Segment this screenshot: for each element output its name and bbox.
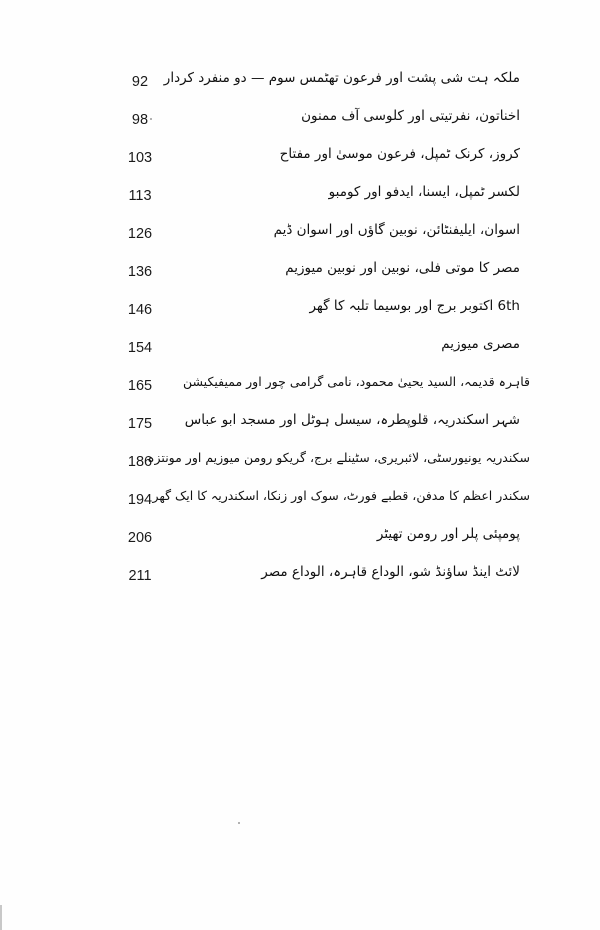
toc-page-number: 146 (127, 302, 153, 318)
toc-page-number: 103 (127, 150, 153, 166)
toc-entry[interactable] (110, 102, 530, 140)
toc-entry[interactable] (110, 444, 530, 482)
toc-page-number: 194 (127, 492, 153, 508)
toc-page-number: 113 (128, 188, 152, 204)
toc-chapter-title: 6th اکتوبر برج اور بوسیما تلبہ کا گھر (309, 298, 520, 314)
toc-entry[interactable] (110, 140, 530, 178)
toc-entry[interactable] (110, 520, 530, 558)
toc-page-number: 165 (127, 378, 153, 394)
toc-entry[interactable] (110, 368, 530, 406)
toc-chapter-title: قاہرہ قدیمہ، السید یحییٰ محمود، نامی گرامی چور اور ممیفیکیشن (183, 374, 530, 389)
toc-page-number: 211 (128, 568, 152, 584)
toc-page-number: 98 (131, 112, 149, 128)
toc-page-number: 175 (127, 416, 153, 432)
toc-page-number: 92 (131, 74, 149, 90)
toc-chapter-title: سکندریہ یونیورسٹی، لائبریری، سٹینلے برج، گریکو رومن میوزیم اور مونتزہ (147, 450, 530, 465)
toc-entry[interactable] (110, 216, 530, 254)
print-speck (150, 118, 152, 120)
toc-page-number: 206 (127, 530, 153, 546)
toc-chapter-title: پومپئی پلر اور رومن تھیٹر (376, 526, 520, 542)
toc-chapter-title: ملکہ ہت شی پشت اور فرعون تھٹمس سوم — دو منفرد کردار (163, 70, 520, 86)
page-edge-mark (0, 905, 2, 930)
toc-entry[interactable] (110, 178, 530, 216)
toc-chapter-title: اسوان، ایلیفنٹائن، نوبین گاؤں اور اسوان ڈیم (273, 222, 520, 238)
toc-chapter-title: لکسر ٹمپل، ایسنا، ایدفو اور کومبو (328, 184, 520, 200)
toc-chapter-title: کروز، کرنک ٹمپل، فرعون موسیٰ اور مفتاح (279, 146, 520, 162)
toc-page-number: 126 (127, 226, 153, 242)
toc-chapter-title: شہر اسکندریہ، قلوپطرہ، سیسل ہوٹل اور مسجد ابو عباس (184, 412, 520, 428)
toc-chapter-title: مصر کا موتی فلی، نوبین اور نوبین میوزیم (285, 260, 520, 276)
toc-entry[interactable] (110, 330, 530, 368)
toc-page-number: 186 (127, 454, 153, 470)
toc-entry[interactable] (110, 482, 530, 520)
toc-page-number: 136 (127, 264, 153, 280)
toc-chapter-title: لائٹ اینڈ ساؤنڈ شو، الوداع قاہرہ، الوداع مصر (261, 564, 520, 580)
toc-entry[interactable] (110, 64, 530, 102)
table-of-contents (110, 64, 530, 596)
toc-entry[interactable] (110, 254, 530, 292)
toc-chapter-title: اخناتون، نفرتیتی اور کلوسی آف ممنون (301, 108, 520, 124)
toc-entry[interactable] (110, 292, 530, 330)
toc-chapter-title: مصری میوزیم (441, 336, 520, 352)
toc-entry[interactable] (110, 558, 530, 596)
toc-page-number: 154 (127, 340, 153, 356)
toc-chapter-title: سکندر اعظم کا مدفن، قطبے فورٹ، سوک اور زنکا، اسکندریہ کا ایک گھر (152, 488, 530, 503)
print-speck (238, 822, 240, 824)
toc-entry[interactable] (110, 406, 530, 444)
